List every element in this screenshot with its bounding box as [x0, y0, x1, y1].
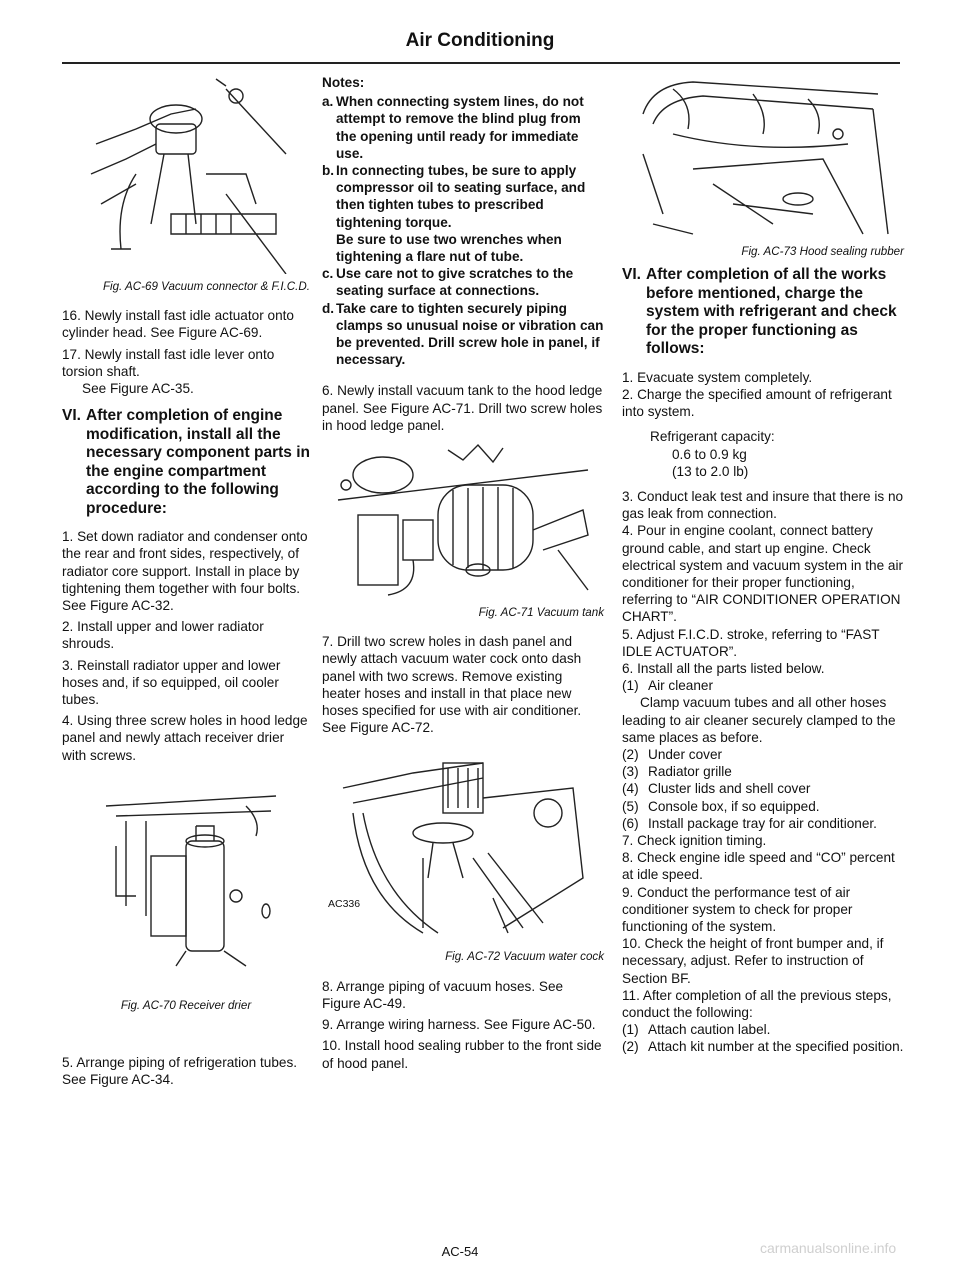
step-6: 6. Install all the parts listed below.	[622, 660, 825, 676]
section-number: VI.	[622, 266, 641, 284]
note-key: c.	[322, 266, 334, 282]
note-c	[322, 265, 604, 299]
step-7: 7. Check ignition timing.	[622, 832, 767, 848]
item-5	[622, 798, 904, 815]
section-title: After completion of all the works before mentioned, charge the system with refrigerant and check for the proper functioning as follows:	[646, 266, 897, 358]
step-7: 7. Drill two screw holes in dash panel and newly attach vacuum water cock onto dash panel with two screws. Remove existing heater hoses and install in that place new hoses specified for use with air conditioner. See Figure AC-72.	[322, 634, 582, 736]
item-6	[622, 815, 904, 832]
item-3	[622, 763, 904, 780]
figure-ac69-caption: Fig. AC-69 Vacuum connector & F.I.C.D.	[102, 280, 310, 293]
item-text: Air cleaner	[648, 678, 713, 694]
section-vi-engine	[62, 407, 310, 518]
note-d	[322, 300, 604, 369]
step-9: 9. Conduct the performance test of air conditioner system to check for proper functioning of the system.	[622, 884, 853, 934]
item-1-detail: Clamp vacuum tubes and all other hoses leading to air cleaner securely clamped to the same places as before.	[622, 695, 896, 745]
watermark: carmanualsonline.info	[760, 1240, 897, 1256]
note-text: Take care to tighten securely piping clamps so unusual noise or vibration can be prevented. Drill screw hole in panel, if necessary.	[336, 300, 604, 368]
note-b	[322, 162, 604, 265]
step-11: 11. After completion of all the previous steps, conduct the following:	[622, 987, 892, 1021]
item-1	[622, 677, 904, 694]
step-10: 10. Install hood sealing rubber to the front side of hood panel.	[322, 1038, 602, 1071]
step-5: 5. Arrange piping of refrigeration tubes. See Figure AC-34.	[62, 1055, 298, 1088]
section-title: After completion of engine modification, install all the necessary component parts in the engine compartment according to the following procedure:	[86, 407, 310, 517]
item-key: (6)	[622, 815, 639, 831]
item-text: Under cover	[648, 746, 723, 762]
note-key: b.	[322, 163, 335, 179]
capacity-kg: 0.6 to 0.9 kg	[672, 446, 747, 462]
step-4: 4. Pour in engine coolant, connect battery ground cable, and start up engine. Check electrical system and vacuum system in the air conditioner for their proper functioning, referring to “AIR CONDITIONER OPERATION CHART”.	[622, 523, 904, 625]
step-8: 8. Arrange piping of vacuum hoses. See Figure AC-49.	[322, 978, 564, 1011]
item-key: (5)	[622, 798, 639, 814]
item-key: (4)	[622, 781, 639, 797]
item-4	[622, 780, 904, 797]
note-key: a.	[322, 94, 334, 110]
capacity-label: Refrigerant capacity:	[650, 429, 775, 445]
note-text-part: In connecting tubes, be sure to apply compressor oil to seating surface, and then tighten tubes to prescribed tightening torque.	[336, 163, 586, 230]
note-text-part: Be sure to use two wrenches when tightening a flare nut of tube.	[336, 231, 562, 265]
section-vi-charge	[622, 266, 904, 359]
step-5: 5. Adjust F.I.C.D. stroke, referring to “FAST IDLE ACTUATOR”.	[622, 626, 880, 659]
step-17: 17. Newly install fast idle lever onto torsion shaft.	[62, 346, 275, 379]
item-2	[622, 746, 904, 763]
step-10: 10. Check the height of front bumper and, if necessary, adjust. Refer to instruction of Section BF.	[622, 936, 884, 986]
figure-ac69-illustration	[76, 74, 296, 274]
item-text: Attach kit number at the specified position.	[648, 1039, 904, 1055]
column-middle	[322, 74, 604, 1076]
figure-ac71-caption: Fig. AC-71 Vacuum tank	[478, 606, 604, 620]
item-text: Radiator grille	[648, 764, 732, 780]
section-number: VI.	[62, 407, 81, 425]
column-right	[622, 74, 904, 1056]
item-key: (1)	[622, 1022, 639, 1038]
figure-ac72-code: AC336	[328, 898, 361, 911]
item-text: Attach caution label.	[648, 1022, 771, 1038]
refrigerant-capacity	[622, 428, 904, 480]
figure-ac71-illustration	[328, 440, 598, 600]
step-3: 3. Conduct leak test and insure that there is no gas leak from connection.	[622, 488, 904, 522]
step-1: 1. Set down radiator and condenser onto the rear and front sides, respectively, of radiator core support. Install in place by tightening them together with four bolts. See Figure AC-32.	[62, 529, 308, 614]
figure-ac70-caption: Fig. AC-70 Receiver drier	[120, 998, 252, 1012]
item-text: Console box, if so equipped.	[648, 798, 820, 814]
step-17-ref: See Figure AC-35.	[82, 381, 194, 397]
note-a	[322, 93, 604, 162]
notes-title: Notes:	[322, 75, 365, 90]
step-9: 9. Arrange wiring harness. See Figure AC-50.	[322, 1017, 596, 1033]
figure-ac72-illustration	[333, 758, 593, 938]
figure-ac73-caption: Fig. AC-73 Hood sealing rubber	[741, 245, 904, 258]
item-key: (1)	[622, 678, 639, 694]
item-key: (2)	[622, 746, 639, 762]
note-text: Use care not to give scratches to the seating surface at connections.	[336, 266, 574, 299]
item-key: (2)	[622, 1039, 639, 1055]
item-text: Cluster lids and shell cover	[648, 781, 811, 797]
step-2: 2. Charge the specified amount of refrigerant into system.	[622, 386, 892, 420]
note-text: When connecting system lines, do not attempt to remove the blind plug from the opening until ready for immediate use.	[336, 94, 584, 161]
step-8: 8. Check engine idle speed and “CO” percent at idle speed.	[622, 850, 895, 883]
column-left	[62, 74, 310, 1092]
step-3: 3. Reinstall radiator upper and lower hoses and, if so equipped, oil cooler tubes.	[62, 657, 281, 708]
note-text	[336, 162, 604, 265]
page-header-title: Air Conditioning	[405, 30, 555, 51]
final-item-1	[622, 1021, 904, 1038]
note-key: d.	[322, 300, 335, 316]
capacity-lb: (13 to 2.0 lb)	[672, 463, 749, 479]
page-number-text: AC-54	[441, 1244, 479, 1259]
item-key: (3)	[622, 764, 639, 780]
step-16: 16. Newly install fast idle actuator onto cylinder head. See Figure AC-69.	[62, 308, 294, 341]
header-rule	[62, 62, 900, 64]
step-1: 1. Evacuate system completely.	[622, 369, 813, 385]
final-item-2	[622, 1038, 904, 1055]
figure-ac70-illustration	[86, 786, 286, 971]
figure-ac72-caption: Fig. AC-72 Vacuum water cock	[445, 950, 604, 964]
figure-ac72	[322, 758, 604, 938]
item-text: Install package tray for air conditioner.	[648, 815, 877, 831]
step-6: 6. Newly install vacuum tank to the hood ledge panel. See Figure AC-71. Drill two screw holes in hood ledge panel.	[322, 383, 603, 433]
figure-ac73-illustration	[633, 74, 893, 239]
step-4: 4. Using three screw holes in hood ledge panel and newly attach receiver drier with screws.	[62, 713, 308, 763]
step-2: 2. Install upper and lower radiator shrouds.	[62, 619, 264, 652]
